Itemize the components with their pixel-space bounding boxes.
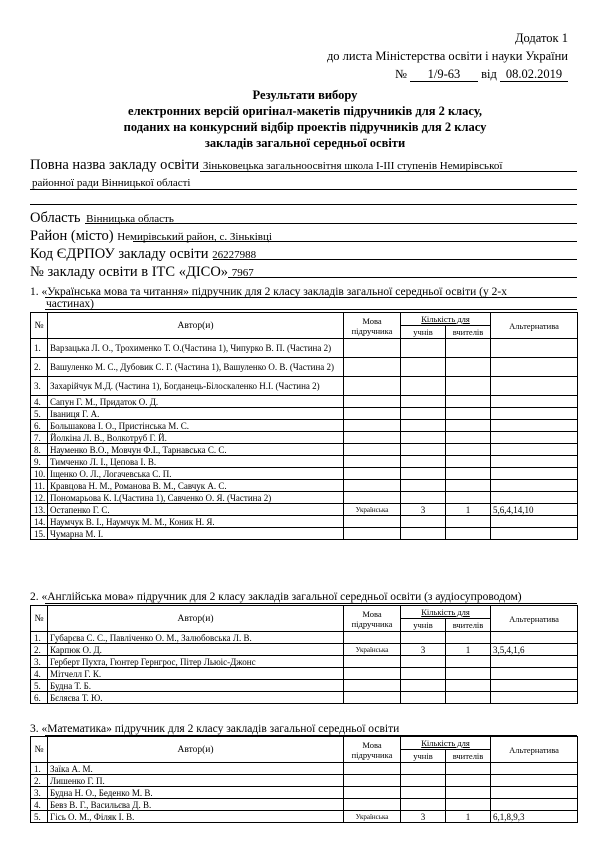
- section-3-number: 3.: [30, 723, 39, 735]
- row-alternative: [491, 516, 578, 528]
- row-teachers: [446, 656, 491, 668]
- row-alternative: [491, 656, 578, 668]
- row-teachers: [446, 516, 491, 528]
- row-language: [344, 516, 401, 528]
- row-number: 6.: [31, 692, 48, 704]
- row-author: Чумарна М. І.: [48, 528, 344, 540]
- row-number: 4.: [31, 799, 48, 811]
- row-author: Наумчук В. І., Наумчук М. М., Коник Н. Я.: [48, 516, 344, 528]
- col-header-students: учнів: [401, 326, 446, 339]
- row-language: Українська: [344, 811, 401, 823]
- itc-value: 7967: [231, 267, 254, 279]
- table-row: [31, 339, 578, 358]
- table-row: [31, 408, 578, 420]
- district-value: Немирівський район, с. Зіньківці: [117, 231, 272, 243]
- row-teachers: [446, 456, 491, 468]
- col-header-author: Автор(и): [48, 313, 344, 339]
- row-students: 3: [401, 504, 446, 516]
- row-teachers: [446, 420, 491, 432]
- row-teachers: [446, 468, 491, 480]
- table-row: [31, 680, 578, 692]
- section-2-title-text: «Англійська мова» підручник для 2 класу закладів загальної середньої освіти (з аудіосупроводом): [41, 591, 522, 603]
- row-number: 1.: [31, 763, 48, 775]
- row-alternative: [491, 799, 578, 811]
- row-author: Кравцова Н. М., Романова В. М., Савчук А. С.: [48, 480, 344, 492]
- row-teachers: [446, 680, 491, 692]
- row-number: 1.: [31, 632, 48, 644]
- table-row: [31, 432, 578, 444]
- row-teachers: [446, 432, 491, 444]
- col-header-alternative: Альтернатива: [491, 606, 578, 632]
- row-language: [344, 396, 401, 408]
- row-author: Пономарьова К. І.(Частина 1), Савченко О. Я. (Частина 2): [48, 492, 344, 504]
- row-teachers: [446, 787, 491, 799]
- addendum-label: Додаток 1: [515, 31, 568, 45]
- row-language: [344, 408, 401, 420]
- row-teachers: 1: [446, 504, 491, 516]
- row-students: [401, 377, 446, 396]
- row-number: 4.: [31, 396, 48, 408]
- edrpou-field: [30, 245, 256, 264]
- section-2-table: [30, 605, 578, 704]
- row-teachers: [446, 377, 491, 396]
- row-author: Гісь О. М., Філяк І. В.: [48, 811, 344, 823]
- row-language: [344, 680, 401, 692]
- row-language: [344, 444, 401, 456]
- row-author: Остапенко Г. С.: [48, 504, 344, 516]
- row-students: [401, 420, 446, 432]
- itc-field: [30, 263, 254, 282]
- row-number: 2.: [31, 775, 48, 787]
- row-number: 3.: [31, 377, 48, 396]
- row-students: [401, 468, 446, 480]
- row-language: [344, 763, 401, 775]
- row-alternative: 5,6,4,14,10: [491, 504, 578, 516]
- table-row: [31, 396, 578, 408]
- row-number: 8.: [31, 444, 48, 456]
- row-students: [401, 408, 446, 420]
- itc-label: № закладу освіти в ІТС «ДІСО»: [30, 264, 229, 280]
- section-3-title-text: «Математика» підручник для 2 класу закладів загальної середньої освіти: [41, 723, 400, 735]
- document-subtitle-2: поданих на конкурсний відбір проектів підручників для 2 класу: [123, 120, 487, 134]
- row-language: [344, 480, 401, 492]
- row-language: [344, 468, 401, 480]
- row-students: [401, 444, 446, 456]
- row-students: [401, 516, 446, 528]
- row-students: [401, 432, 446, 444]
- row-number: 4.: [31, 668, 48, 680]
- row-author: Будна Н. О., Беденко М. В.: [48, 787, 344, 799]
- col-header-quantity: Кількість для: [401, 313, 491, 326]
- row-students: [401, 358, 446, 377]
- row-alternative: [491, 528, 578, 540]
- table-row: [31, 468, 578, 480]
- col-header-teachers: вчителів: [446, 619, 491, 632]
- row-students: [401, 480, 446, 492]
- table-row: [31, 456, 578, 468]
- row-number: 2.: [31, 358, 48, 377]
- row-author: Большакова І. О., Пристінська М. С.: [48, 420, 344, 432]
- col-header-teachers: вчителів: [446, 750, 491, 763]
- date-label: від: [481, 67, 497, 81]
- row-alternative: 3,5,4,1,6: [491, 644, 578, 656]
- table-row: [31, 692, 578, 704]
- row-author: Іваниця Г. А.: [48, 408, 344, 420]
- row-language: [344, 656, 401, 668]
- section-1-number: 1.: [30, 286, 39, 298]
- row-alternative: [491, 420, 578, 432]
- section-1-title-cont: частинах): [46, 298, 95, 310]
- table-row: [31, 799, 578, 811]
- row-author: Іщенко О. Л., Логачевська С. П.: [48, 468, 344, 480]
- row-language: Українська: [344, 644, 401, 656]
- row-students: [401, 528, 446, 540]
- table-row: [31, 516, 578, 528]
- row-number: 1.: [31, 339, 48, 358]
- row-alternative: [491, 456, 578, 468]
- letter-reference: до листа Міністерства освіти і науки України: [326, 49, 568, 63]
- row-language: [344, 528, 401, 540]
- row-number: 13.: [31, 504, 48, 516]
- row-number: 14.: [31, 516, 48, 528]
- district-field: [30, 227, 272, 246]
- row-language: [344, 492, 401, 504]
- row-alternative: [491, 468, 578, 480]
- row-students: 3: [401, 811, 446, 823]
- row-number: 11.: [31, 480, 48, 492]
- section-3-title: [30, 723, 399, 735]
- row-students: 3: [401, 644, 446, 656]
- document-subtitle-3: закладів загальної середньої освіти: [204, 136, 406, 150]
- row-language: Українська: [344, 504, 401, 516]
- col-header-quantity: Кількість для: [401, 606, 491, 619]
- school-name-field: [30, 156, 502, 175]
- row-language: [344, 787, 401, 799]
- row-author: Тимченко Л. І., Цепова І. В.: [48, 456, 344, 468]
- row-students: [401, 799, 446, 811]
- col-header-num: №: [31, 313, 48, 339]
- row-alternative: [491, 444, 578, 456]
- table-row: [31, 492, 578, 504]
- table-row: [31, 528, 578, 540]
- row-author: Вашуленко М. С., Дубовик С. Г. (Частина 1), Вашуленко О. В. (Частина 2): [48, 358, 344, 377]
- table-row: [31, 444, 578, 456]
- section-2-number: 2.: [30, 591, 39, 603]
- row-teachers: 1: [446, 811, 491, 823]
- school-name-value-cont: районної ради Вінницької області: [32, 177, 191, 189]
- col-header-alternative: Альтернатива: [491, 313, 578, 339]
- table-row: [31, 656, 578, 668]
- row-students: [401, 668, 446, 680]
- document-title: Результати вибору: [252, 88, 358, 102]
- row-alternative: [491, 432, 578, 444]
- row-alternative: [491, 377, 578, 396]
- region-label: Область: [30, 210, 81, 226]
- region-value: Вінницька область: [86, 213, 174, 225]
- table-row: [31, 504, 578, 516]
- row-alternative: [491, 492, 578, 504]
- row-author: Захарійчук М.Д. (Частина 1), Богданець-Білоскаленко Н.І. (Частина 2): [48, 377, 344, 396]
- section-1-table: [30, 312, 578, 540]
- row-alternative: [491, 787, 578, 799]
- edrpou-label: Код ЄДРПОУ закладу освіти: [30, 246, 209, 262]
- row-alternative: [491, 775, 578, 787]
- table-row: [31, 787, 578, 799]
- col-header-students: учнів: [401, 619, 446, 632]
- row-teachers: [446, 775, 491, 787]
- row-author: Мітчелл Г. К.: [48, 668, 344, 680]
- row-students: [401, 456, 446, 468]
- school-name-label: Повна назва закладу освіти: [30, 157, 200, 173]
- col-header-author: Автор(и): [48, 737, 344, 763]
- row-teachers: 1: [446, 644, 491, 656]
- row-alternative: 6,1,8,9,3: [491, 811, 578, 823]
- row-number: 2.: [31, 644, 48, 656]
- row-author: Бевз В. Г., Васильєва Д. В.: [48, 799, 344, 811]
- row-alternative: [491, 763, 578, 775]
- row-alternative: [491, 668, 578, 680]
- row-number: 7.: [31, 432, 48, 444]
- col-header-quantity: Кількість для: [401, 737, 491, 750]
- row-teachers: [446, 492, 491, 504]
- row-students: [401, 656, 446, 668]
- row-students: [401, 680, 446, 692]
- table-row: [31, 775, 578, 787]
- section-2-title: [30, 591, 522, 603]
- row-author: Лишенко Г. П.: [48, 775, 344, 787]
- col-header-teachers: вчителів: [446, 326, 491, 339]
- row-author: Варзацька Л. О., Трохименко Т. О.(Частина 1), Чипурко В. П. (Частина 2): [48, 339, 344, 358]
- row-language: [344, 799, 401, 811]
- row-author: Герберт Пухта, Гюнтер Гернгрос, Пітер Льюіс-Джонс: [48, 656, 344, 668]
- row-number: 3.: [31, 656, 48, 668]
- table-row: [31, 811, 578, 823]
- row-students: [401, 396, 446, 408]
- row-language: [344, 775, 401, 787]
- document-subtitle-1: електронних версій оригінал-макетів підручників для 2 класу,: [128, 104, 482, 118]
- section-1-title-text: «Українська мова та читання» підручник для 2 класу закладів загальної середньої освіти (у 2-х: [41, 286, 507, 298]
- col-header-num: №: [31, 737, 48, 763]
- col-header-language: Мова підручника: [344, 606, 401, 632]
- row-alternative: [491, 480, 578, 492]
- row-students: [401, 692, 446, 704]
- region-field: [30, 209, 174, 228]
- number-label: №: [394, 67, 407, 81]
- table-row: [31, 358, 578, 377]
- row-teachers: [446, 480, 491, 492]
- row-author: Науменко В.О., Мовчун Ф.І., Тарнавська С. С.: [48, 444, 344, 456]
- row-number: 15.: [31, 528, 48, 540]
- row-teachers: [446, 396, 491, 408]
- row-language: [344, 432, 401, 444]
- row-author: Губарєва С. С., Павліченко О. М., Залюбовська Л. В.: [48, 632, 344, 644]
- row-students: [401, 632, 446, 644]
- letter-number: 1/9-63: [410, 68, 478, 82]
- row-alternative: [491, 358, 578, 377]
- row-author: Бєляєва Т. Ю.: [48, 692, 344, 704]
- row-teachers: [446, 408, 491, 420]
- row-teachers: [446, 763, 491, 775]
- row-alternative: [491, 632, 578, 644]
- row-author: Карпюк О. Д.: [48, 644, 344, 656]
- row-number: 12.: [31, 492, 48, 504]
- table-row: [31, 763, 578, 775]
- row-teachers: [446, 692, 491, 704]
- col-header-alternative: Альтернатива: [491, 737, 578, 763]
- school-name-value: Зіньковецька загальноосвітня школа І-ІІІ ступенів Немирівської: [202, 160, 503, 172]
- row-teachers: [446, 339, 491, 358]
- row-number: 10.: [31, 468, 48, 480]
- letter-number-line: [395, 66, 568, 83]
- section-3-table: [30, 736, 578, 823]
- table-row: [31, 377, 578, 396]
- row-students: [401, 492, 446, 504]
- table-row: [31, 420, 578, 432]
- col-header-students: учнів: [401, 750, 446, 763]
- row-language: [344, 339, 401, 358]
- row-language: [344, 456, 401, 468]
- row-alternative: [491, 680, 578, 692]
- row-author: Сапун Г. М., Придаток О. Д.: [48, 396, 344, 408]
- col-header-author: Автор(и): [48, 606, 344, 632]
- district-label: Район (місто): [30, 228, 114, 244]
- row-language: [344, 358, 401, 377]
- letter-date: 08.02.2019: [500, 68, 568, 82]
- row-teachers: [446, 632, 491, 644]
- row-author: Будна Т. Б.: [48, 680, 344, 692]
- row-alternative: [491, 692, 578, 704]
- row-number: 6.: [31, 420, 48, 432]
- edrpou-value: 26227988: [212, 249, 257, 261]
- row-number: 3.: [31, 787, 48, 799]
- row-author: Заїка А. М.: [48, 763, 344, 775]
- row-author: Йолкіна Л. В., Волкотруб Г. Й.: [48, 432, 344, 444]
- row-teachers: [446, 358, 491, 377]
- row-teachers: [446, 668, 491, 680]
- row-alternative: [491, 339, 578, 358]
- row-teachers: [446, 799, 491, 811]
- row-students: [401, 339, 446, 358]
- col-header-language: Мова підручника: [344, 737, 401, 763]
- col-header-num: №: [31, 606, 48, 632]
- row-students: [401, 775, 446, 787]
- row-language: [344, 692, 401, 704]
- table-row: [31, 632, 578, 644]
- col-header-language: Мова підручника: [344, 313, 401, 339]
- row-alternative: [491, 396, 578, 408]
- row-language: [344, 668, 401, 680]
- row-alternative: [491, 408, 578, 420]
- row-language: [344, 377, 401, 396]
- table-row: [31, 668, 578, 680]
- row-language: [344, 632, 401, 644]
- row-number: 5.: [31, 408, 48, 420]
- row-students: [401, 763, 446, 775]
- row-number: 5.: [31, 811, 48, 823]
- row-language: [344, 420, 401, 432]
- row-teachers: [446, 528, 491, 540]
- row-students: [401, 787, 446, 799]
- row-number: 9.: [31, 456, 48, 468]
- table-row: [31, 480, 578, 492]
- row-number: 5.: [31, 680, 48, 692]
- row-teachers: [446, 444, 491, 456]
- table-row: [31, 644, 578, 656]
